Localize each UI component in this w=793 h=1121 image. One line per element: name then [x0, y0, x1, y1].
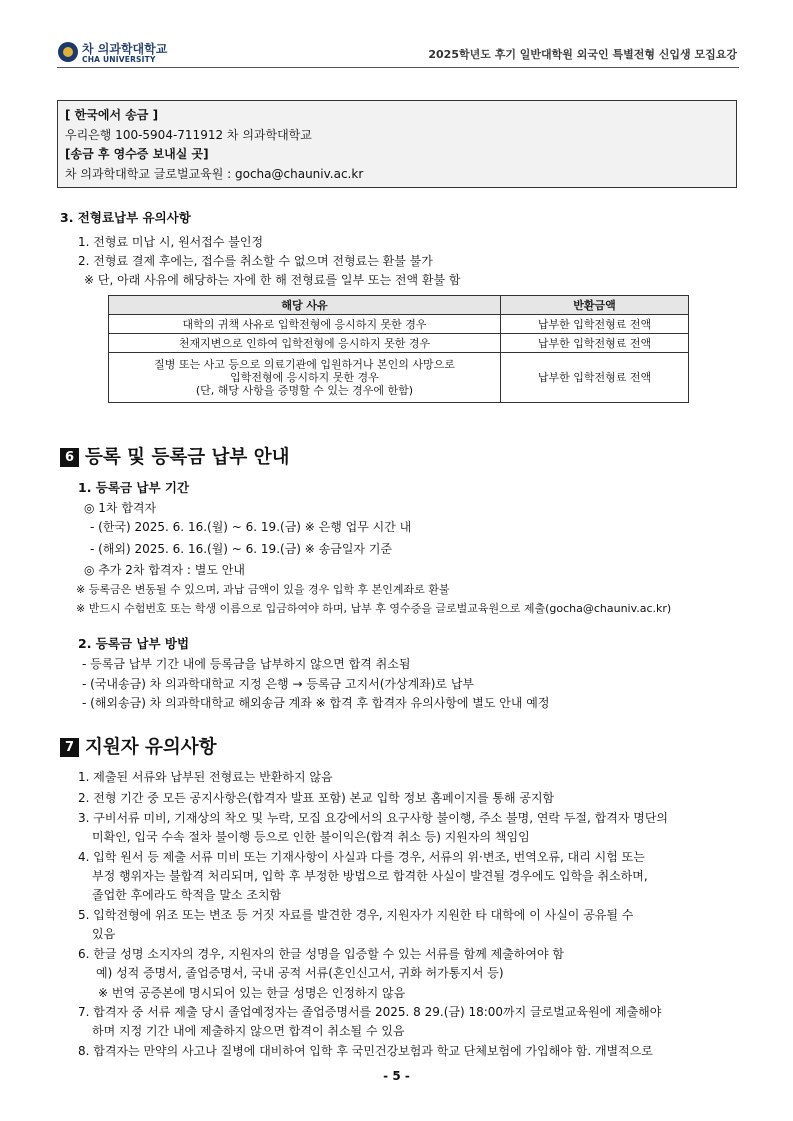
fee-note-item: 2. 전형료 결제 후에는, 접수를 취소할 수 없으며 전형료는 환불 불가: [78, 254, 433, 268]
notice-line: 8. 합격자는 만약의 사고나 질병에 대비하여 입학 후 국민건강보험과 학교 단체보험에 가입해야 함. 개별적으로: [78, 1044, 653, 1058]
fee-note-item: 1. 전형료 미납 시, 원서접수 불인정: [78, 235, 264, 249]
table-cell-reason: 천재지변으로 인하여 입학전형에 응시하지 못한 경우: [109, 334, 501, 353]
section-7-heading: [60, 736, 217, 760]
table-cell-reason: 대학의 귀책 사유로 입학전형에 응시하지 못한 경우: [109, 315, 501, 334]
table-cell-amount: 납부한 입학전형료 전액: [501, 315, 689, 334]
korea-period: - (한국) 2025. 6. 16.(월) ~ 6. 19.(금) ※ 은행 업무 시간 내: [90, 520, 412, 534]
notice-line: 3. 구비서류 미비, 기재상의 착오 및 누락, 모집 요강에서의 요구사항 불이행, 주소 불명, 연락 두절, 합격자 명단의: [78, 811, 669, 825]
university-emblem-icon: [58, 42, 78, 62]
table-cell-amount: 납부한 입학전형료 전액: [501, 353, 689, 403]
notice-line: 미확인, 입국 수속 절차 불이행 등으로 인한 불이익은(합격 취소 등) 지원자의 책임임: [92, 830, 530, 844]
page-number: - 5 -: [383, 1069, 410, 1083]
notice-line: 7. 합격자 중 서류 제출 당시 졸업예정자는 졸업증명서를 2025. 8 29.(금) 18:00까지 글로벌교육원에 제출해야: [78, 1005, 662, 1019]
first-admit-label: ◎ 1차 합격자: [84, 501, 157, 515]
notice-line: 2. 전형 기간 중 모든 공지사항은(합격자 발표 포함) 본교 입학 정보 홈페이지를 통해 공지함: [78, 791, 555, 805]
table-header: 해당 사유: [109, 296, 501, 315]
notice-line: 졸업한 후에라도 학적을 말소 조치함: [92, 888, 282, 902]
notice-line: 6. 한글 성명 소지자의 경우, 지원자의 한글 성명을 입증할 수 있는 서류를 함께 제출하여야 함: [78, 947, 564, 961]
receipt-heading: [송금 후 영수증 보내실 곳]: [65, 147, 209, 161]
payment-method-item: - (국내송금) 차 의과학대학교 지정 은행 → 등록금 고지서(가상계좌)로 납부: [82, 677, 475, 691]
abroad-period: - (해외) 2025. 6. 16.(월) ~ 6. 19.(금) ※ 송금일자 기준: [90, 542, 393, 556]
table-row: [109, 315, 689, 334]
university-logo: [57, 41, 217, 65]
bank-heading-korea: [ 한국에서 송금 ]: [65, 108, 159, 122]
notice-line: 1. 제출된 서류와 납부된 전형료는 반환하지 않음: [78, 770, 333, 784]
payment-method-title: 2. 등록금 납부 방법: [78, 636, 190, 651]
notice-line: 예) 성적 증명서, 졸업증명서, 국내 공적 서류(혼인신고서, 귀화 허가통지서 등): [96, 966, 504, 980]
page-header: [57, 38, 739, 68]
reason-line: 질병 또는 사고 등으로 의료기관에 입원하거나 본인의 사망으로: [154, 358, 455, 371]
notice-line: 부정 행위자는 불합격 처리되며, 입학 후 부정한 방법으로 합격한 사실이 발견될 경우에도 입학을 취소하며,: [92, 869, 648, 883]
table-row: [109, 334, 689, 353]
logo-english-name: CHA UNIVERSITY: [82, 55, 156, 64]
payment-period-title: 1. 등록금 납부 기간: [78, 480, 190, 495]
payment-method-item: - (해외송금) 차 의과학대학교 해외송금 계좌 ※ 합격 후 합격자 유의사항에 별도 안내 예정: [82, 696, 550, 710]
bank-account: 우리은행 100-5904-711912 차 의과학대학교: [65, 127, 312, 142]
refund-table: [108, 295, 689, 403]
additional-admit-label: ◎ 추가 2차 합격자 : 별도 안내: [84, 563, 245, 577]
section-title: 등록 및 등록금 납부 안내: [85, 447, 290, 468]
section-number-badge: 7: [60, 738, 79, 757]
fee-notes-title: 3. 전형료납부 유의사항: [60, 210, 191, 225]
table-header: 반환금액: [501, 296, 689, 315]
bank-transfer-box: [57, 100, 737, 188]
table-cell-amount: 납부한 입학전형료 전액: [501, 334, 689, 353]
logo-korean-name: 차 의과학대학교: [82, 42, 168, 56]
section-title: 지원자 유의사항: [85, 737, 217, 758]
notice-line: ※ 번역 공증본에 명시되어 있는 한글 성명은 인정하지 않음: [98, 986, 406, 1000]
tuition-note: ※ 등록금은 변동될 수 있으며, 과납 금액이 있을 경우 입학 후 본인계좌로 환불: [76, 583, 450, 596]
section-number-badge: 6: [60, 448, 79, 467]
notice-line: 4. 입학 원서 등 제출 서류 미비 또는 기재사항이 사실과 다를 경우, 서류의 위·변조, 번역오류, 대리 시험 또는: [78, 850, 645, 864]
table-cell-reason: [109, 353, 501, 403]
payment-method-item: - 등록금 납부 기간 내에 등록금을 납부하지 않으면 합격 취소됨: [82, 657, 411, 671]
notice-line: 있음: [92, 927, 116, 941]
deposit-note: ※ 반드시 수험번호 또는 학생 이름으로 입금하여야 하며, 납부 후 영수증을 글로벌교육원으로 제출(gocha@chauniv.ac.kr): [76, 602, 672, 615]
document-title: 2025학년도 후기 일반대학원 외국인 특별전형 신입생 모집요강: [428, 48, 737, 61]
notice-line: 5. 입학전형에 위조 또는 변조 등 거짓 자료를 발견한 경우, 지원자가 지원한 타 대학에 이 사실이 공유될 수: [78, 908, 634, 922]
reason-line: (단, 해당 사항을 증명할 수 있는 경우에 한함): [195, 384, 414, 397]
receipt-contact: 차 의과학대학교 글로벌교육원 : gocha@chauniv.ac.kr: [65, 166, 364, 181]
section-6-heading: [60, 446, 289, 470]
fee-refund-note: ※ 단, 아래 사유에 해당하는 자에 한 해 전형료를 일부 또는 전액 환불 함: [84, 273, 461, 287]
reason-line: 입학전형에 응시하지 못한 경우: [230, 371, 379, 384]
table-header-row: [109, 296, 689, 315]
table-row: [109, 353, 689, 403]
notice-line: 하며 지정 기간 내에 제출하지 않으면 합격이 취소될 수 있음: [92, 1024, 405, 1038]
